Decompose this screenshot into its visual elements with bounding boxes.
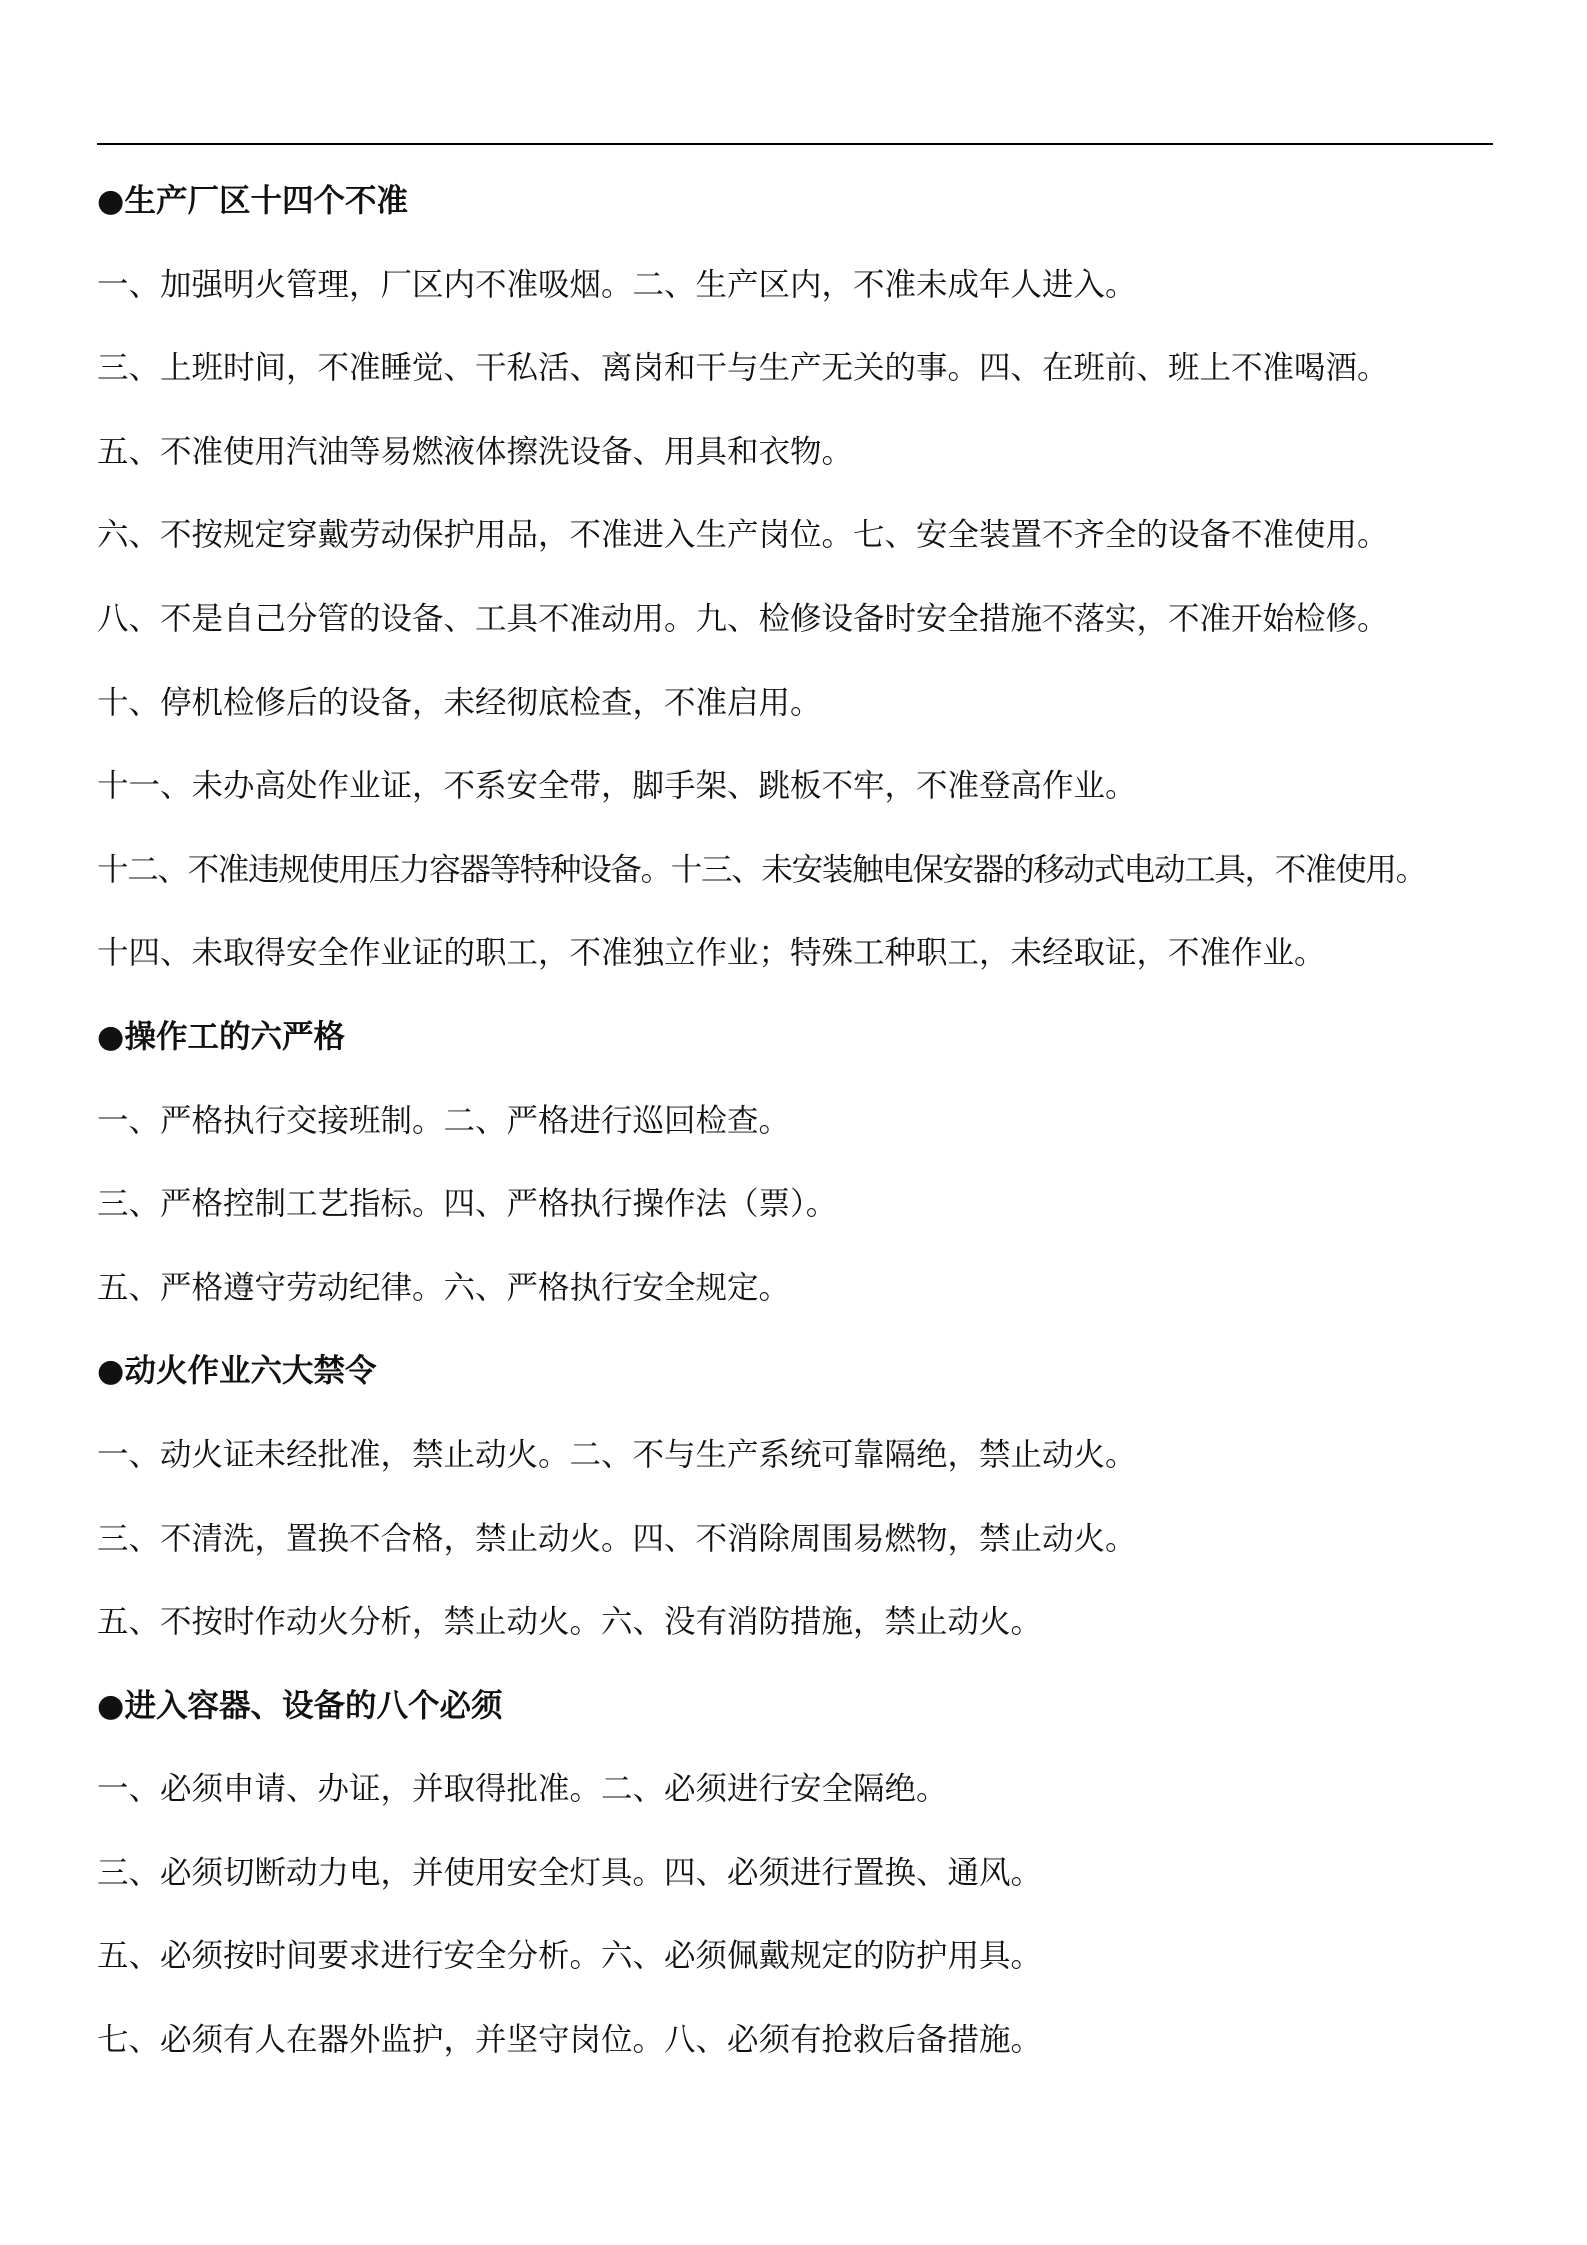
rule-line: 八、不是自己分管的设备、工具不准动用。九、检修设备时安全措施不落实，不准开始检修。 (97, 600, 1389, 637)
rule-line: 五、不按时作动火分析，禁止动火。六、没有消防措施，禁止动火。 (97, 1604, 1043, 1641)
rule-line: 三、严格控制工艺指标。四、严格执行操作法（票）。 (97, 1186, 838, 1223)
rule-line: 一、加强明火管理，厂区内不准吸烟。二、生产区内，不准未成年人进入。 (97, 266, 1137, 303)
rule-line: 一、必须申请、办证，并取得批准。二、必须进行安全隔绝。 (97, 1771, 948, 1808)
rule-line: 十四、未取得安全作业证的职工，不准独立作业；特殊工种职工，未经取证，不准作业。 (97, 935, 1326, 972)
rule-line: 六、不按规定穿戴劳动保护用品，不准进入生产岗位。七、安全装置不齐全的设备不准使用。 (97, 517, 1389, 554)
rule-line: 三、上班时间，不准睡觉、干私活、离岗和干与生产无关的事。四、在班前、班上不准喝酒。 (97, 350, 1389, 387)
rule-line: 十、停机检修后的设备，未经彻底检查，不准启用。 (97, 684, 822, 721)
rule-line: 十一、未办高处作业证，不系安全带，脚手架、跳板不牢，不准登高作业。 (97, 768, 1137, 805)
section-heading: ●动火作业六大禁令 (97, 1353, 377, 1390)
rule-line: 三、不清洗，置换不合格，禁止动火。四、不消除周围易燃物，禁止动火。 (97, 1520, 1137, 1557)
rule-line: 五、严格遵守劳动纪律。六、严格执行安全规定。 (97, 1269, 791, 1306)
rule-line: 七、必须有人在器外监护，并坚守岗位。八、必须有抢救后备措施。 (97, 2022, 1043, 2059)
rule-line: 五、不准使用汽油等易燃液体擦洗设备、用具和衣物。 (97, 433, 854, 470)
rule-line: 五、必须按时间要求进行安全分析。六、必须佩戴规定的防护用具。 (97, 1938, 1043, 1975)
rule-line: 十二、不准违规使用压力容器等特种设备。十三、未安装触电保安器的移动式电动工具，不准使用。 (97, 851, 1426, 888)
document-body (97, 160, 1497, 2083)
section-heading: ●操作工的六严格 (97, 1018, 345, 1055)
section-heading: ●生产厂区十四个不准 (97, 183, 408, 219)
rule-line: 三、必须切断动力电，并使用安全灯具。四、必须进行置换、通风。 (97, 1854, 1043, 1891)
section-heading: ●进入容器、设备的八个必须 (97, 1687, 503, 1724)
rule-line: 一、严格执行交接班制。二、严格进行巡回检查。 (97, 1102, 791, 1139)
header-rule (97, 143, 1493, 145)
rule-line: 一、动火证未经批准，禁止动火。二、不与生产系统可靠隔绝，禁止动火。 (97, 1436, 1137, 1473)
